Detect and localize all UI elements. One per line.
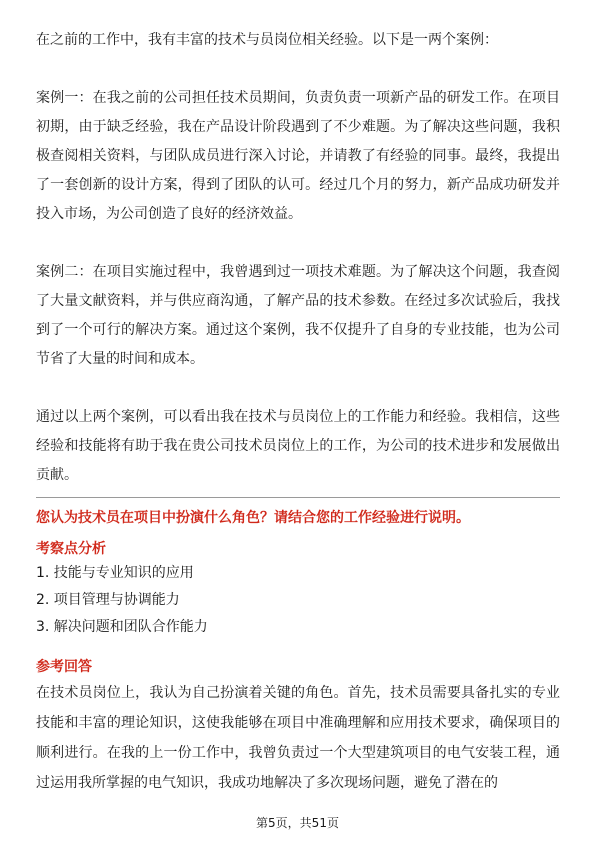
conclusion-paragraph: 通过以上两个案例，可以看出我在技术与员岗位上的工作能力和经验。我相信，这些经验和技能将有助于我在贵公司技术员岗位上的工作，为公司的技术进步和发展做出贡献。 xyxy=(36,409,560,483)
reference-answer-paragraph: 在技术员岗位上，我认为自己扮演着关键的角色。首先，技术员需要具备扎实的专业技能和丰富的理论知识，这使我能够在项目中准确理解和应用技术要求，确保项目的顺利进行。在我的上一份工作中，我曾负责过一个大型建筑项目的电气安装工程，通过运用我所掌握的电气知识，我成功地解决了多次现场问题，避免了潜在的 xyxy=(36,685,560,791)
intro-paragraph: 在之前的工作中，我有丰富的技术与员岗位相关经验。以下是一两个案例： xyxy=(36,32,498,48)
spacer xyxy=(36,229,560,258)
list-item: 2. 项目管理与协调能力 xyxy=(36,592,180,608)
prior-answer-section xyxy=(36,26,560,490)
analysis-points-list xyxy=(36,560,560,641)
section-divider xyxy=(36,497,560,498)
page-number: 第5页，共51页 xyxy=(256,816,339,830)
spacer xyxy=(36,55,560,84)
spacer xyxy=(36,374,560,403)
case-two-paragraph: 案例二：在项目实施过程中，我曾遇到过一项技术难题。为了解决这个问题，我查阅了大量文献资料，并与供应商沟通，了解产品的技术参数。在经过多次试验后，我找到了一个可行的解决方案。通过这个案例，我不仅提升了自身的专业技能，也为公司节省了大量的时间和成本。 xyxy=(36,264,560,367)
analysis-heading: 考察点分析 xyxy=(36,541,106,557)
case-one-paragraph: 案例一：在我之前的公司担任技术员期间，负责负责一项新产品的研发工作。在项目初期，由于缺乏经验，我在产品设计阶段遇到了不少难题。为了解决这些问题，我积极查阅相关资料，与团队成员进行深入讨论，并请教了有经验的同事。最终，我提出了一套创新的设计方案，得到了团队的认可。经过几个月的努力，新产品成功研发并投入市场，为公司创造了良好的经济效益。 xyxy=(36,90,560,222)
list-item: 3. 解决问题和团队合作能力 xyxy=(36,619,208,635)
question-heading: 您认为技术员在项目中扮演什么角色？请结合您的工作经验进行说明。 xyxy=(36,510,470,526)
list-item: 1. 技能与专业知识的应用 xyxy=(36,565,194,581)
reference-answer-heading: 参考回答 xyxy=(36,659,92,675)
reference-answer xyxy=(36,678,560,798)
